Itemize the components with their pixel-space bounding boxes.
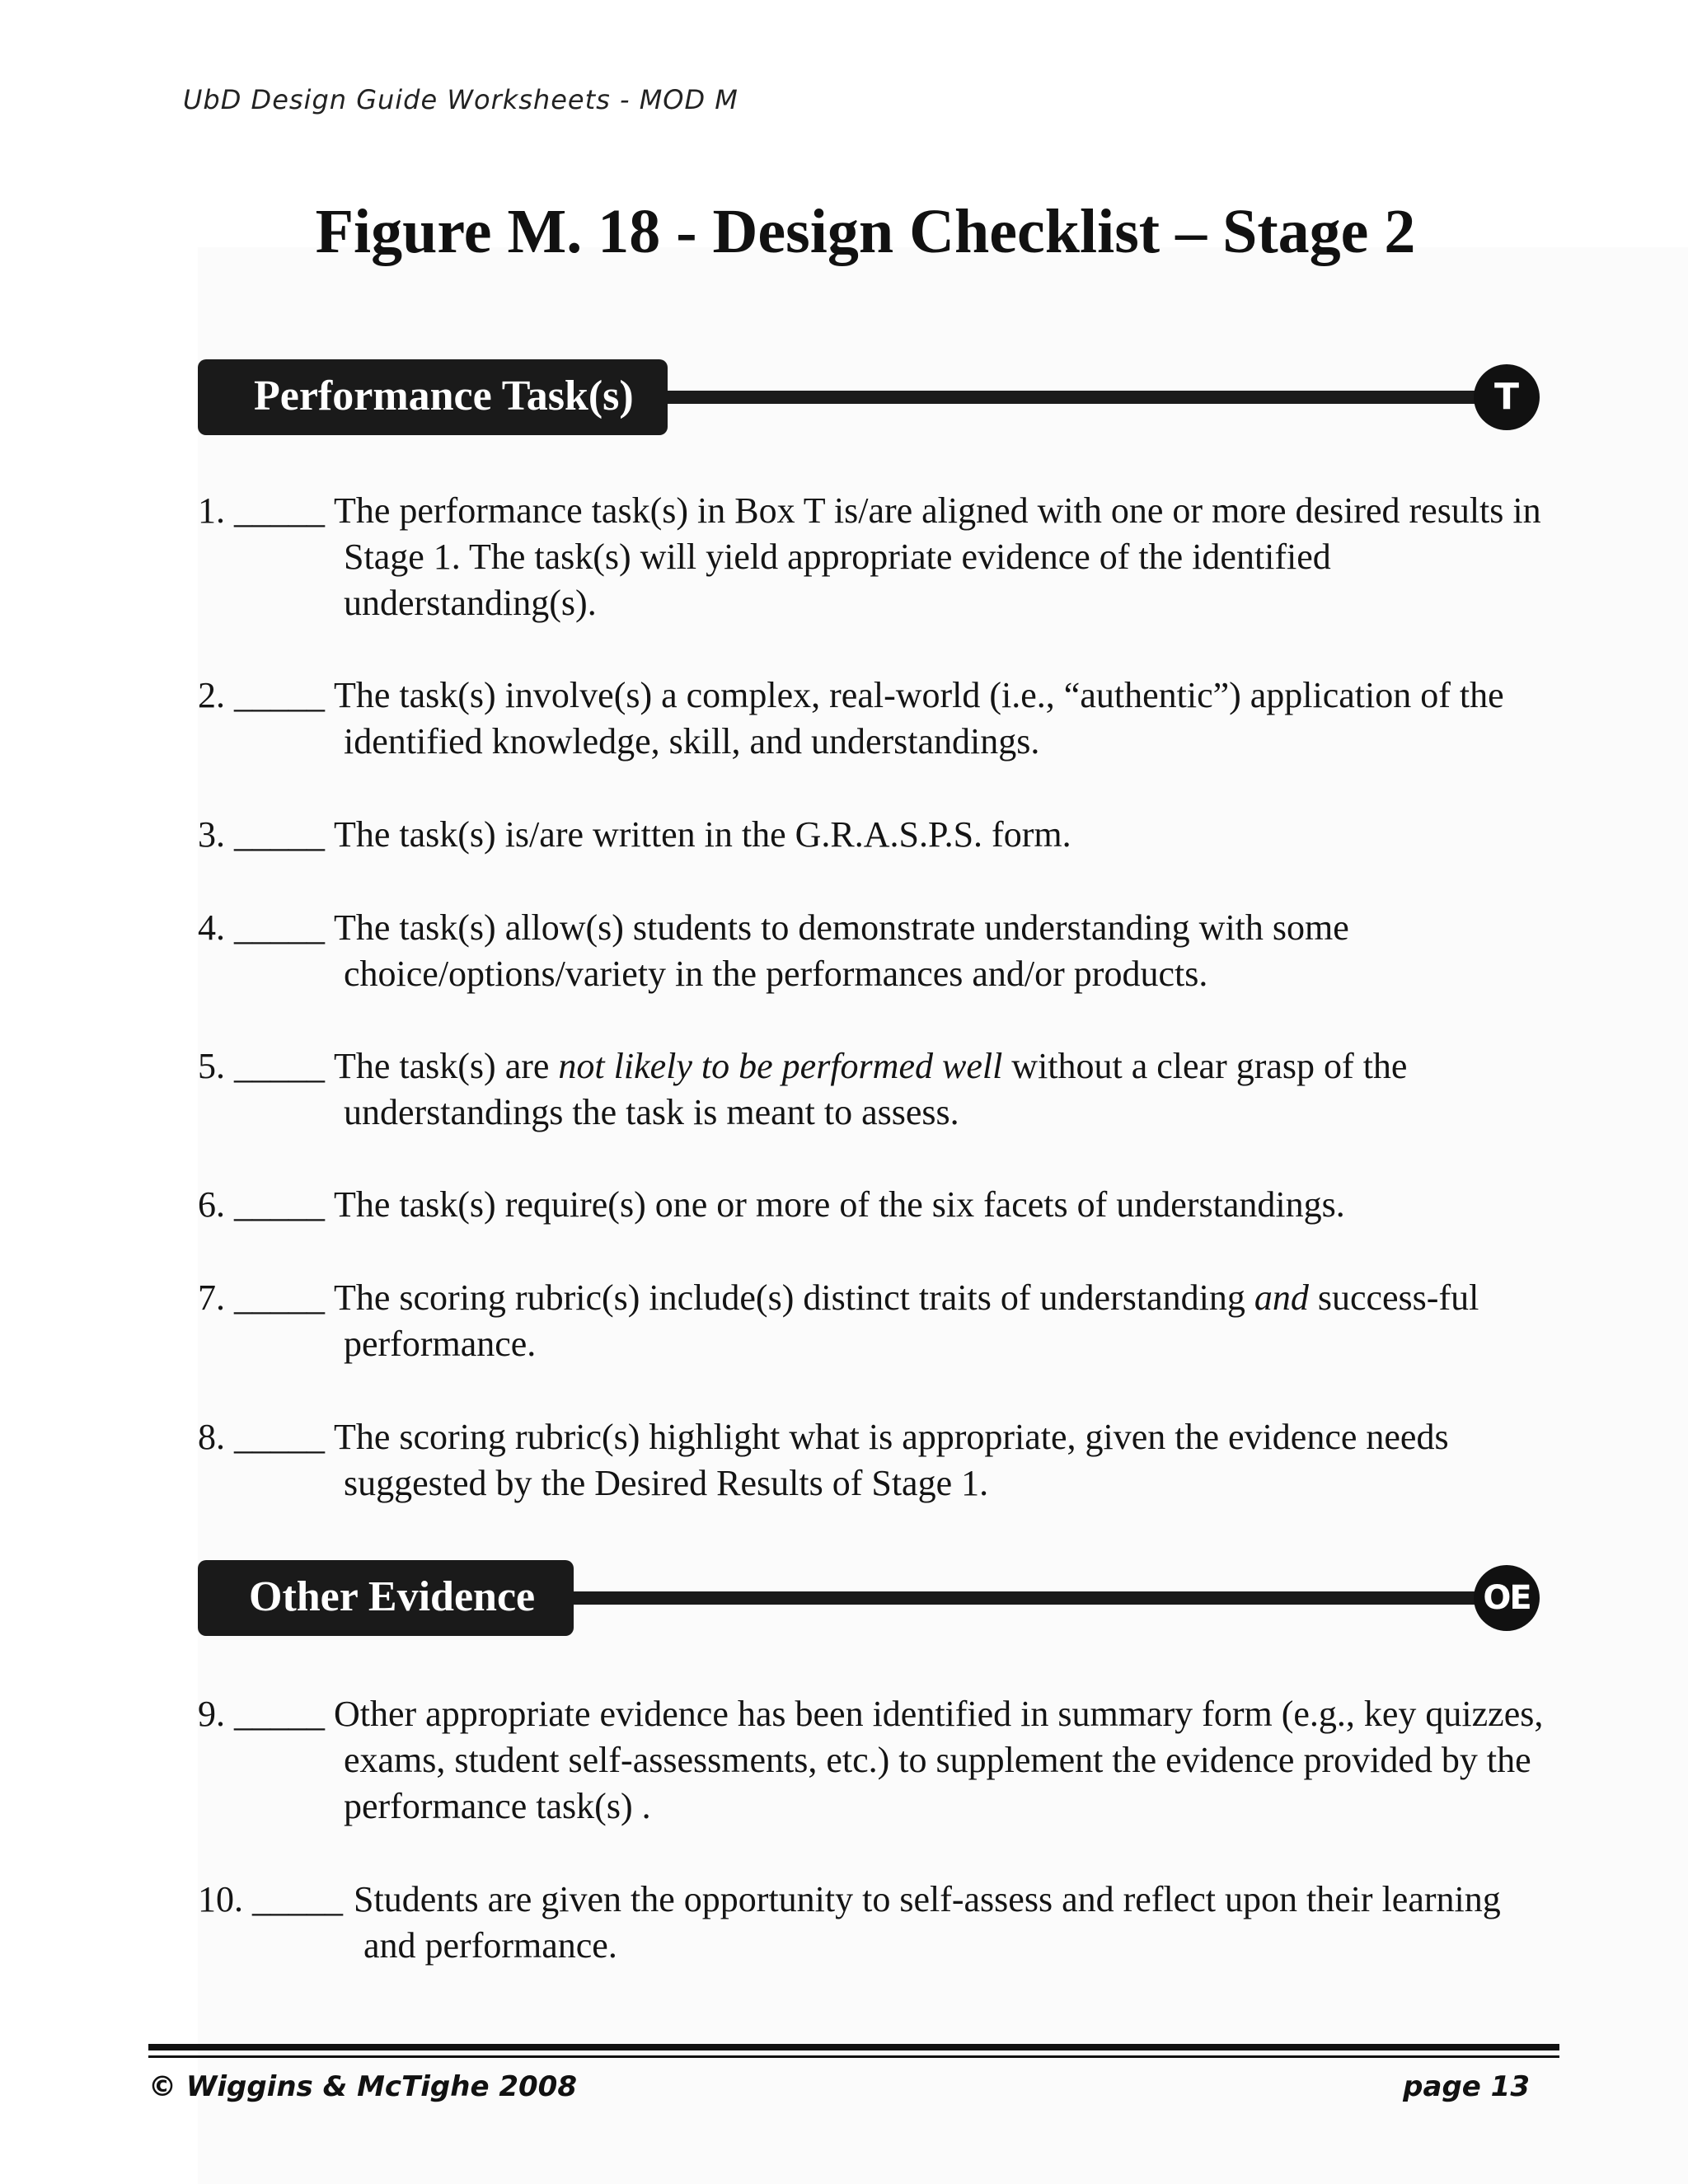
checklist-item-2 [198,673,1550,765]
footer-rule-thin [148,2055,1559,2058]
section-label-other-evidence: Other Evidence [198,1560,574,1636]
item-text-emphasis: not likely to be performed well [558,1046,1003,1086]
item-text: The task(s) require(s) one or more of the six facets of understandings. [334,1184,1345,1225]
item-text-part: The scoring rubric(s) include(s) distinct traits of understanding [334,1277,1254,1318]
checklist-item-7 [198,1275,1550,1367]
item-number-blank: 2. _____ [198,675,325,715]
item-number-blank: 4. _____ [198,907,325,948]
item-text-emphasis: and [1254,1277,1309,1318]
item-number-blank: 6. _____ [198,1184,325,1225]
item-number-blank: 8. _____ [198,1417,325,1457]
item-number-blank: 3. _____ [198,814,325,855]
checklist-item-9 [198,1691,1550,1830]
item-number-blank: 9. _____ [198,1694,325,1734]
section-bar-other-evidence [198,1560,1540,1636]
section-divider-line [664,391,1489,404]
item-number-blank: 7. _____ [198,1277,325,1318]
footer-page-number: page 13 [1403,2070,1530,2103]
item-text-part: success-ful performance. [344,1277,1479,1364]
footer-rule [148,2044,1559,2050]
checklist-item-3 [198,812,1550,858]
checklist-item-1 [198,488,1550,626]
item-text: Other appropriate evidence has been identified in summary form (e.g., key quizzes, exams, student self-assessments, etc.) to supplement the evidence provided by the performance task(s) . [334,1694,1544,1826]
item-text [198,1275,1550,1367]
item-number-blank: 5. _____ [198,1046,325,1086]
item-text: The task(s) is/are written in the G.R.A.S.P.S. form. [334,814,1071,855]
section-badge-t: T [1474,364,1540,430]
item-text: The task(s) involve(s) a complex, real-world (i.e., “authentic”) application of the identified knowledge, skill, and understandings. [334,675,1504,762]
item-text: The scoring rubric(s) highlight what is appropriate, given the evidence needs suggested by the Desired Results of Stage 1. [334,1417,1449,1503]
item-text: The performance task(s) in Box T is/are aligned with one or more desired results in Stage 1. The task(s) will yield appropriate evidence of the identified understanding(s). [334,490,1541,623]
footer-copyright: © Wiggins & McTighe 2008 [148,2070,577,2103]
item-text-part: without a clear grasp of the understandings the task is meant to assess. [344,1046,1408,1132]
section-bar-performance-tasks [198,359,1540,435]
checklist-item-4 [198,905,1550,997]
item-text: The task(s) allow(s) students to demonstrate understanding with some choice/options/variety in the performances and/or products. [334,907,1349,994]
item-text: Students are given the opportunity to self-assess and reflect upon their learning and performance. [354,1879,1501,1966]
checklist-item-5 [198,1043,1550,1136]
item-number-blank: 1. _____ [198,490,325,531]
section-label-performance-tasks: Performance Task(s) [198,359,668,435]
section-divider-line [570,1591,1489,1605]
checklist-item-8 [198,1414,1550,1507]
item-number-blank: 10. _____ [198,1879,343,1919]
running-header: UbD Design Guide Worksheets - MOD M [183,84,738,115]
section-badge-oe: OE [1474,1565,1540,1631]
item-text-part: The task(s) are [334,1046,559,1086]
checklist-item-6 [198,1182,1550,1228]
page-title: Figure M. 18 - Design Checklist – Stage 2 [315,197,1416,266]
item-text [198,1043,1550,1136]
checklist-item-10 [198,1877,1550,1969]
